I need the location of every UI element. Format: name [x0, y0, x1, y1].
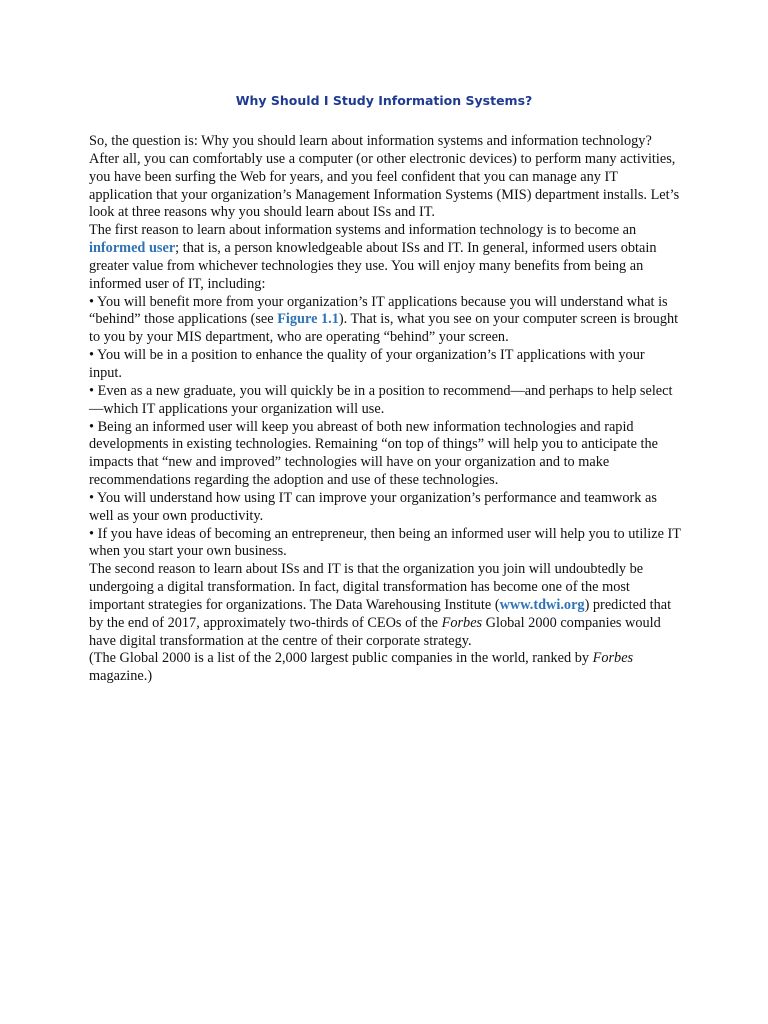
second-reason-text-start: The second reason to learn about ISs and IT is that the organization you join will undoubtedly be undergoing a digital transformation. In fact, digital transformation has become one of the most important strategies for organizations. The Data Warehousing Institute (: [89, 561, 644, 613]
second-reason-text-end: Global 2000 companies would have digital transformation at the centre of their corporate strategy.: [89, 614, 661, 649]
bullet-entrepreneur: [89, 526, 681, 562]
bullet-abreast: [89, 419, 681, 490]
tdwi-link[interactable]: www.tdwi.org: [499, 596, 585, 613]
note-text-start: (The Global 2000 is a list of the 2,000 largest public companies in the world, ranked by: [89, 650, 593, 667]
bullet-benefit-applications: [89, 294, 681, 348]
first-reason-paragraph: [89, 222, 681, 293]
note-text-end: magazine.): [89, 668, 153, 685]
forbes-italic-note: Forbes: [592, 650, 634, 667]
bullet-4-text: • Being an informed user will keep you abreast of both new information technologies and rapid developments in existing technologies. Remaining “on top of things” will help you to anticipate the impacts that “new and improved” technologies will have on your organization and to make recommendations regarding the adoption and use of these technologies.: [89, 418, 658, 489]
bullet-5-text: • You will understand how using IT can improve your organization’s performance and teamwork as well as your own productivity.: [89, 489, 657, 524]
bullet-6-text: • If you have ideas of becoming an entrepreneur, then being an informed user will help you to utilize IT when you start your own business.: [89, 525, 681, 560]
second-reason-paragraph: [89, 561, 681, 650]
bullet-2-text: • You will be in a position to enhance the quality of your organization’s IT applications with your input.: [89, 347, 645, 381]
first-reason-text-end: ; that is, a person knowledgeable about ISs and IT. In general, informed users obtain greater value from whichever technologies they use. You will enjoy many benefits from being an informed user of IT, including:: [89, 240, 657, 292]
bullet-1-text-end: ). That is, what you see on your computer screen is brought to you by your MIS department, who are operating “behind” your screen.: [89, 311, 679, 346]
first-reason-text-start: The first reason to learn about information systems and information technology is to become an: [89, 222, 637, 239]
figure-1-1-link[interactable]: Figure 1.1: [277, 311, 339, 328]
global-2000-note: [89, 650, 681, 686]
bullet-3-text: • Even as a new graduate, you will quickly be in a position to recommend—and perhaps to help select—which IT applications your organization will use.: [89, 382, 673, 417]
intro-paragraph: [89, 133, 681, 222]
forbes-italic: Forbes: [441, 614, 483, 631]
intro-text: So, the question is: Why you should learn about information systems and information technology? After all, you can comfortably use a computer (or other electronic devices) to perform many activities, you have been surfing the Web for years, and you feel confident that you can manage any IT application that your organization’s Management Information Systems (MIS) department installs. Let’s look at three reasons why you should learn about ISs and IT.: [89, 133, 680, 221]
bullet-1-text-start: • You will benefit more from your organization’s IT applications because you will understand what is “behind” those applications (see: [89, 293, 668, 328]
informed-user-link[interactable]: informed user: [89, 240, 176, 257]
page-title: Why Should I Study Information Systems?: [235, 93, 533, 108]
second-reason-text-mid: ) predicted that by the end of 2017, approximately two-thirds of CEOs of the: [89, 596, 672, 631]
bullet-recommend: [89, 383, 681, 419]
bullet-enhance-quality: [89, 347, 681, 383]
bullet-performance: [89, 490, 681, 526]
document-body: [89, 133, 681, 686]
